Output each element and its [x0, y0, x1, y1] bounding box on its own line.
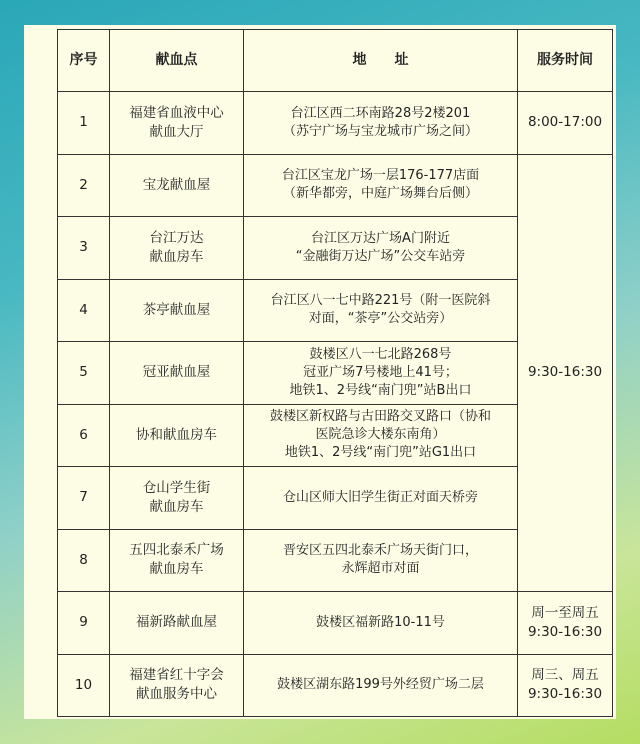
row-number: 7 — [58, 467, 110, 530]
row-number: 9 — [58, 592, 110, 655]
row-address: 晋安区五四北泰禾广场天街门口， 永辉超市对面 — [244, 529, 518, 592]
row-number: 1 — [58, 92, 110, 155]
row-number: 8 — [58, 529, 110, 592]
row-number: 10 — [58, 654, 110, 717]
table-row — [58, 592, 613, 655]
row-number: 3 — [58, 217, 110, 280]
table-row — [58, 154, 613, 217]
row-address: 鼓楼区湖东路199号外经贸广场二层 — [244, 654, 518, 717]
row-site: 仓山学生街 献血房车 — [110, 467, 244, 530]
header-site: 献血点 — [110, 30, 244, 92]
row-address: 鼓楼区福新路10-11号 — [244, 592, 518, 655]
row-site: 福建省红十字会 献血服务中心 — [110, 654, 244, 717]
row-service-time: 周三、周五 9:30-16:30 — [518, 654, 613, 717]
row-site: 福新路献血屋 — [110, 592, 244, 655]
row-address: 仓山区师大旧学生街正对面天桥旁 — [244, 467, 518, 530]
row-site: 福建省血液中心 献血大厅 — [110, 92, 244, 155]
row-site: 冠亚献血屋 — [110, 342, 244, 405]
row-address: 台江区万达广场A门附近 “金融街万达广场”公交车站旁 — [244, 217, 518, 280]
merged-service-time: 9:30-16:30 — [518, 154, 613, 592]
row-address: 鼓楼区新权路与古田路交叉路口（协和 医院急诊大楼东南角） 地铁1、2号线“南门兜”站G1出口 — [244, 404, 518, 467]
row-number: 5 — [58, 342, 110, 405]
row-number: 2 — [58, 154, 110, 217]
header-service-time: 服务时间 — [518, 30, 613, 92]
blood-donation-sites-table — [57, 29, 613, 717]
row-service-time: 8:00-17:00 — [518, 92, 613, 155]
row-address: 台江区八一七中路221号（附一医院斜 对面，“茶亭”公交站旁） — [244, 279, 518, 342]
table-row — [58, 654, 613, 717]
row-address: 台江区西二环南路28号2楼201 （苏宁广场与宝龙城市广场之间） — [244, 92, 518, 155]
row-number: 4 — [58, 279, 110, 342]
row-address: 鼓楼区八一七北路268号 冠亚广场7号楼地上41号； 地铁1、2号线“南门兜”站B出口 — [244, 342, 518, 405]
row-address: 台江区宝龙广场一层176-177店面 （新华都旁，中庭广场舞台后侧） — [244, 154, 518, 217]
header-address: 地 址 — [244, 30, 518, 92]
table-row — [58, 92, 613, 155]
row-site: 茶亭献血屋 — [110, 279, 244, 342]
header-number: 序号 — [58, 30, 110, 92]
row-site: 协和献血房车 — [110, 404, 244, 467]
row-site: 宝龙献血屋 — [110, 154, 244, 217]
row-site: 五四北泰禾广场 献血房车 — [110, 529, 244, 592]
row-service-time: 周一至周五 9:30-16:30 — [518, 592, 613, 655]
row-number: 6 — [58, 404, 110, 467]
table-header-row — [58, 30, 613, 92]
row-site: 台江万达 献血房车 — [110, 217, 244, 280]
